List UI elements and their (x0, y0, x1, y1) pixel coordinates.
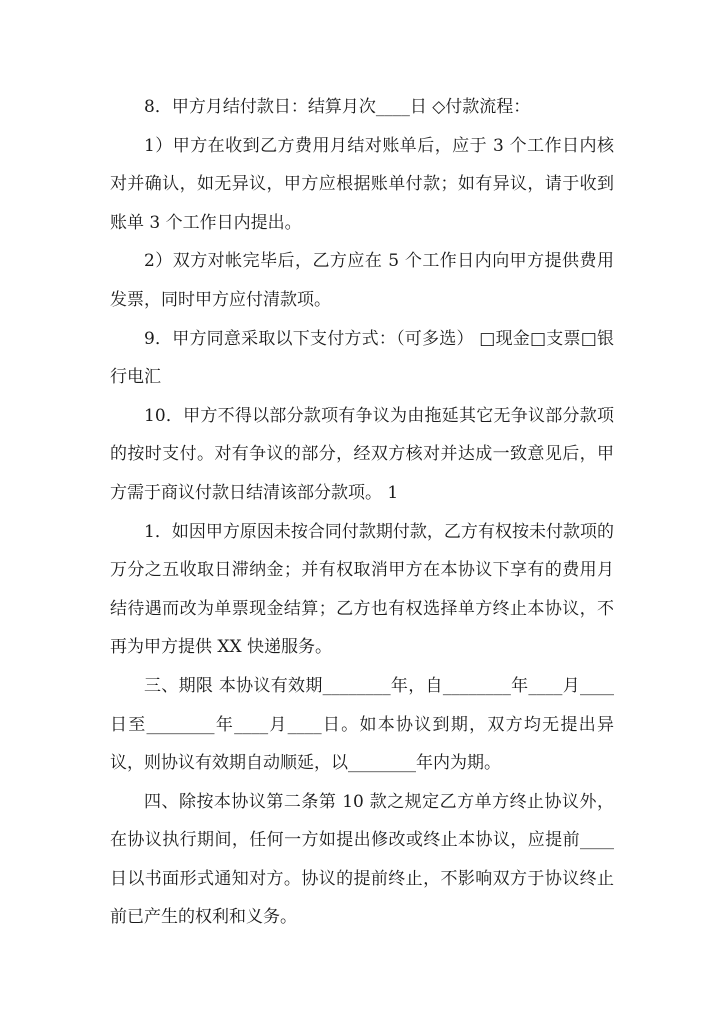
clause-9-payment-methods: 9．甲方同意采取以下支付方式：（可多选） □现金□支票□银行电汇 (110, 328, 614, 388)
late-payment-clause: 1．如因甲方原因未按合同付款期付款，乙方有权按未付款项的万分之五收取日滞纳金；并有权取消甲方在本协议下享有的费用月结待遇而改为单票现金结算；乙方也有权选择单方终止本协议，不再为甲方提供 XX 快递服务。 (110, 521, 614, 658)
payment-step-1: 1）甲方在收到乙方费用月结对账单后，应于 3 个工作日内核对并确认，如无异议，甲方应根据账单付款；如有异议，请于收到账单 3 个工作日内提出。 (110, 135, 614, 233)
section-3-term: 三、期限 本协议有效期________年，自________年____月____日至________年____月____日。如本协议到期，双方均无提出异议，则协议有效期自动顺延，以________年内为期。 (110, 675, 614, 774)
payment-step-2: 2）双方对帐完毕后，乙方应在 5 个工作日内向甲方提供费用发票，同时甲方应付清款项。 (110, 251, 614, 310)
clause-8-settlement-day: 8．甲方月结付款日：结算月次____日 ◇付款流程： (144, 97, 531, 117)
section-4-termination: 四、除按本协议第二条第 10 款之规定乙方单方终止协议外，在协议执行期间，任何一方如提出修改或终止本协议，应提前____日以书面形式通知对方。协议的提前终止，不影响双方于协议终止前已产生的权利和义务。 (110, 791, 614, 928)
clause-10-disputed-amounts: 10．甲方不得以部分款项有争议为由拖延其它无争议部分款项的按时支付。对有争议的部分，经双方核对并达成一致意见后，甲方需于商议付款日结清该部分款项。 1 (110, 405, 614, 503)
document-body (110, 88, 614, 937)
